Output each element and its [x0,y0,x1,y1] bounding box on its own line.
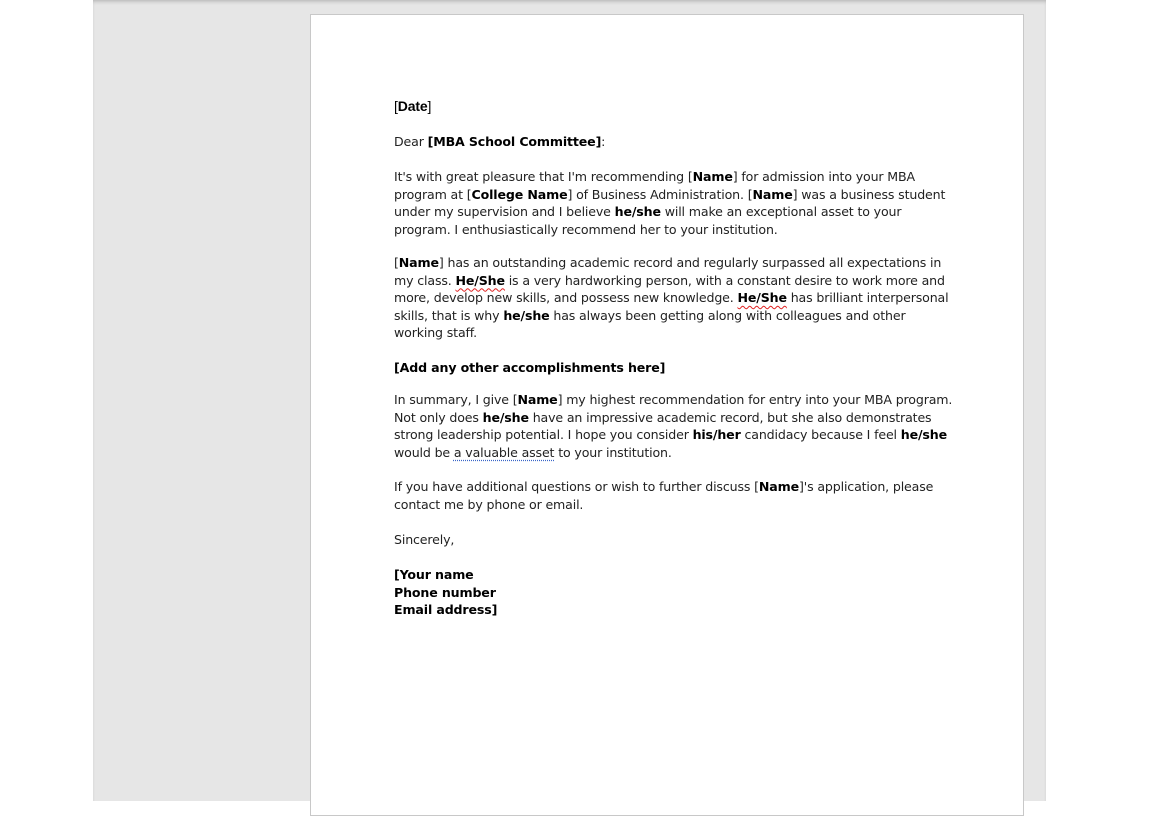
signature-block [394,566,954,619]
signature-phone: Phone number [394,584,496,600]
paragraph-3: In summary, I give [Name] my highest recommendation for entry into your MBA program. Not only does he/she have an impressive academic record, but she also demonstrates strong leadership potential. I hope you consider his/her candidacy because I feel he/she would be a valuable asset to your institution. [394,392,953,460]
paragraph-4: If you have additional questions or wish to further discuss [Name]'s application, please contact me by phone or email. [394,479,934,512]
paragraph-1: It's with great pleasure that I'm recommending [Name] for admission into your MBA program at [College Name] of Business Administration. [Name] was a business student under my supervision and I believe he/she will make an exceptional asset to your program. I enthusiastically recommend her to your institution. [394,169,946,237]
document-page[interactable] [310,14,1024,816]
closing: Sincerely, [394,532,455,547]
accomplishments-placeholder: [Add any other accomplishments here] [394,360,666,375]
spelling-marked-word: He/She [737,290,787,306]
salutation: Dear [MBA School Committee]: [394,134,606,149]
spelling-marked-word: He/She [455,272,505,288]
paragraph-2: [Name] has an outstanding academic record and regularly surpassed all expectations in my class. He/She is a very hardworking person, with a constant desire to work more and more, develop new skills, and possess new knowledge. He/She has brilliant interpersonal skills, that is why he/she has always been getting along with colleagues and other working staff. [394,255,949,341]
grammar-marked-phrase: a valuable asset [453,444,555,460]
recipient-placeholder: [MBA School Committee] [427,134,602,149]
signature-name: [Your name [394,567,474,582]
date-placeholder: Date [397,98,428,114]
document-workspace [93,0,1046,801]
signature-email: Email address] [394,602,498,618]
date-line: [Date] [394,98,432,114]
